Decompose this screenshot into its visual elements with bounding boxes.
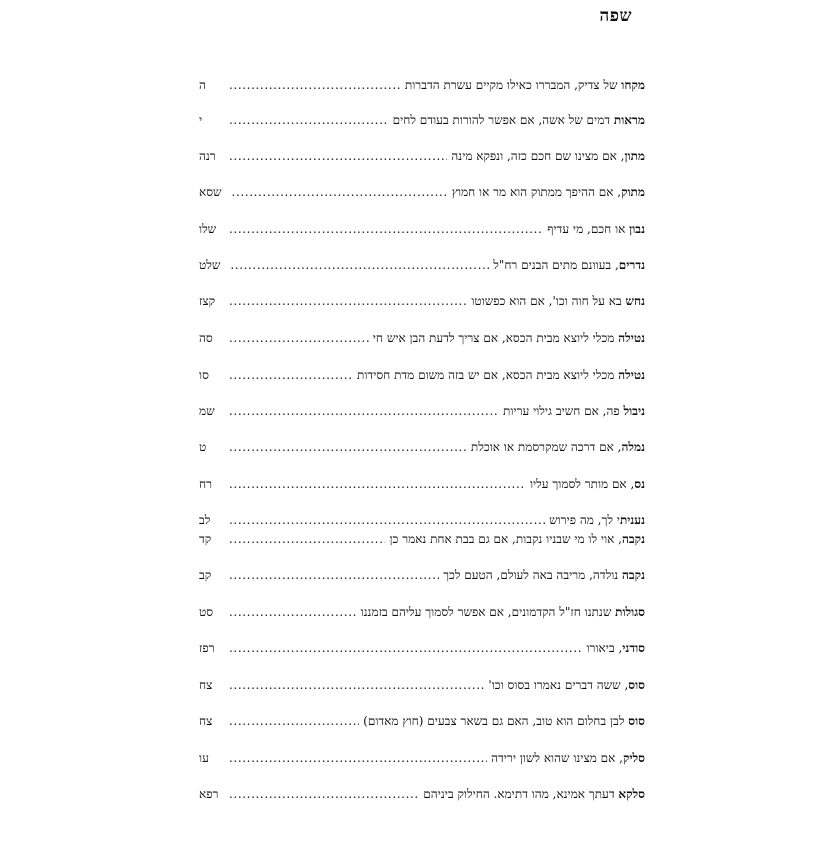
entry-text: מתון, אם מצינו שם חכם כזה, ונפקא מינה bbox=[451, 149, 645, 163]
entry-text: נטילה מכלי ליוצא מבית הכסא, אם יש בזה משום מדת חסידות bbox=[357, 368, 645, 382]
dot-leader bbox=[229, 676, 484, 694]
entry-page-number: י bbox=[199, 113, 203, 127]
entry-text: ניבול פה, אם חשיב גילוי עריות bbox=[503, 404, 645, 418]
entry-page-number: צח bbox=[199, 714, 213, 728]
dot-leader bbox=[229, 749, 487, 767]
entry-text: סגולות שנתנו חז"ל הקדמונים, אם אפשר לסמוך עליהם בזמננו bbox=[360, 605, 645, 619]
index-entry bbox=[199, 292, 645, 310]
entry-text: נס, אם מותר לסמוך עליו bbox=[529, 477, 645, 491]
entry-page-number: לב bbox=[199, 513, 211, 527]
dot-leader bbox=[229, 220, 543, 238]
index-entry bbox=[199, 220, 645, 238]
dot-leader bbox=[229, 603, 357, 621]
dot-leader bbox=[229, 147, 447, 165]
entry-text: נמלה, אם דרכה שמקרסמת או אוכלת bbox=[470, 440, 645, 454]
entry-page-number: רפא bbox=[199, 787, 219, 801]
entry-text: מראות דמים של אשה, אם אפשר להורות בעודם לחים bbox=[392, 113, 645, 127]
dot-leader bbox=[229, 712, 359, 730]
index-entry bbox=[199, 603, 645, 621]
dot-leader bbox=[230, 256, 489, 274]
entry-text: נקבה, אוי לו מי שבניו נקבות, אם גם בבת אחת נאמר כן bbox=[389, 532, 645, 546]
index-entry bbox=[199, 111, 645, 129]
entry-page-number: סו bbox=[199, 368, 209, 382]
dot-leader bbox=[229, 566, 439, 584]
dot-leader bbox=[229, 511, 545, 529]
entry-text: סוס, ששה דברים נאמרו בסוס וכו' bbox=[488, 678, 645, 692]
entry-page-number: רפז bbox=[199, 641, 215, 655]
entry-page-number: שלו bbox=[199, 222, 217, 236]
entry-text: נבון או חכם, מי עדיף bbox=[547, 222, 645, 236]
entry-text: נעניתי לך, מה פירוש bbox=[549, 513, 645, 527]
index-entry bbox=[199, 329, 645, 347]
entry-page-number: סט bbox=[199, 605, 214, 619]
entry-text: סלקא דעתך אמינא, מהו דתימא. החילוק ביניהם bbox=[423, 787, 645, 801]
entry-text: נדרים, בעוונם מתים הבנים רח"ל bbox=[493, 258, 645, 272]
entry-page-number: רנה bbox=[199, 149, 216, 163]
entry-text: נחש בא על חוה וכו', אם הוא כפשוטו bbox=[471, 294, 645, 308]
index-entry bbox=[199, 475, 645, 493]
page-title: שפה bbox=[599, 6, 632, 26]
entry-page-number: ט bbox=[199, 440, 207, 454]
entry-page-number: קב bbox=[199, 568, 212, 582]
index-entry bbox=[199, 639, 645, 657]
index-entry bbox=[199, 785, 645, 803]
entry-text: מתוק, אם ההיפך ממתוק הוא מר או חמוץ bbox=[451, 185, 645, 199]
index-entry bbox=[199, 183, 645, 201]
dot-leader bbox=[229, 530, 385, 548]
entry-page-number: צח bbox=[199, 678, 213, 692]
entry-text: סליק, אם מצינו שהוא לשון ירידה bbox=[491, 751, 645, 765]
entry-page-number: סה bbox=[199, 331, 213, 345]
entry-page-number: רח bbox=[199, 477, 212, 491]
index-entry bbox=[199, 147, 645, 165]
index-entry bbox=[199, 712, 645, 730]
dot-leader bbox=[229, 292, 467, 310]
dot-leader bbox=[229, 785, 419, 803]
index-entry bbox=[199, 402, 645, 420]
entry-page-number: שלט bbox=[199, 258, 221, 272]
entry-page-number: קד bbox=[199, 532, 212, 546]
entry-text: נקבה נולדה, מריבה באה לעולם, הטעם לכך bbox=[443, 568, 645, 582]
entry-page-number: קצז bbox=[199, 294, 216, 308]
index-entry bbox=[199, 438, 645, 456]
dot-leader bbox=[229, 329, 369, 347]
dot-leader bbox=[232, 183, 448, 201]
entry-text: מקחו של צדיק, המבררו כאילו מקיים עשרת הדברות bbox=[404, 78, 645, 92]
entry-page-number: ה bbox=[199, 78, 206, 92]
index-entry bbox=[199, 366, 645, 384]
entry-page-number: עו bbox=[199, 751, 209, 765]
index-entry bbox=[199, 749, 645, 767]
dot-leader bbox=[229, 76, 401, 94]
index-entry bbox=[199, 566, 645, 584]
index-entry bbox=[199, 530, 645, 548]
index-entry bbox=[199, 256, 645, 274]
dot-leader bbox=[229, 111, 389, 129]
entry-text: סוס לבן בחלום הוא טוב, האם גם בשאר צבעים (חוץ מאדום) bbox=[363, 714, 645, 728]
index-entry bbox=[199, 76, 645, 94]
dot-leader bbox=[229, 366, 353, 384]
index-entry bbox=[199, 511, 645, 529]
dot-leader bbox=[229, 475, 526, 493]
dot-leader bbox=[229, 402, 499, 420]
entry-page-number: שסא bbox=[199, 185, 222, 199]
entry-page-number: שמ bbox=[199, 404, 215, 418]
entry-text: סודני, ביאורו bbox=[586, 641, 645, 655]
dot-leader bbox=[229, 438, 467, 456]
entry-text: נטילה מכלי ליוצא מבית הכסא, אם צריך לדעת הבן איש חי bbox=[372, 331, 645, 345]
index-entry bbox=[199, 676, 645, 694]
dot-leader bbox=[229, 639, 582, 657]
